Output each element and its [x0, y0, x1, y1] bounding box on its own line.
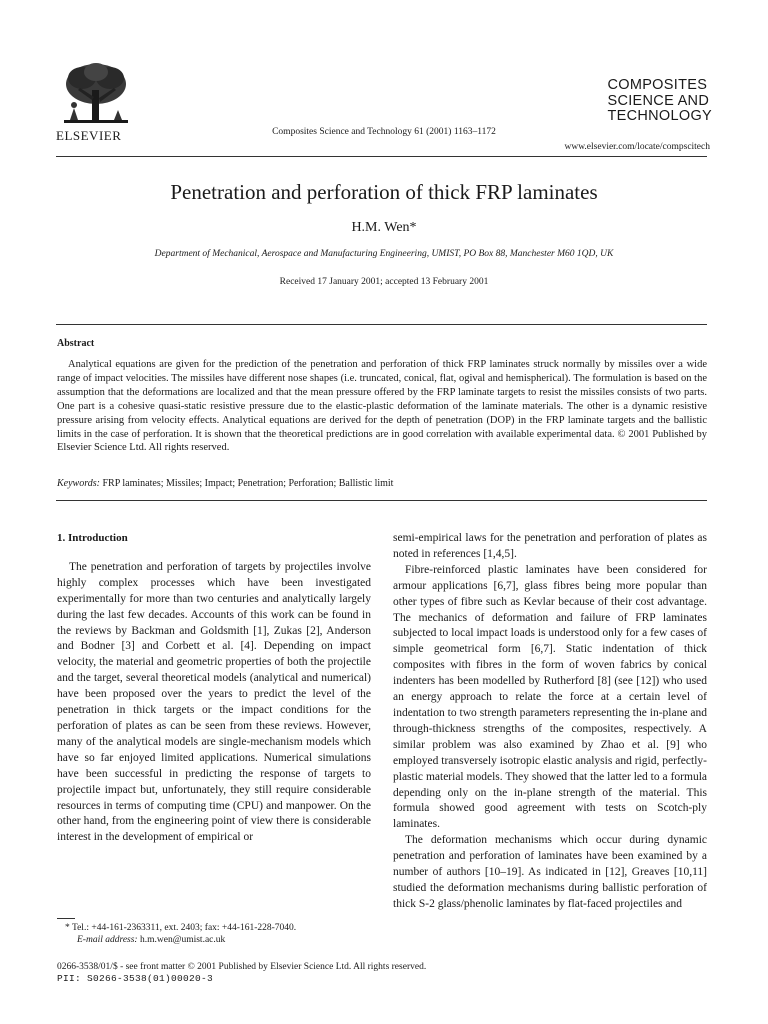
publisher-name: ELSEVIER	[56, 128, 122, 143]
article-title: Penetration and perforation of thick FRP laminates	[170, 180, 598, 204]
page-footer	[57, 961, 426, 985]
abstract-divider	[56, 324, 707, 325]
author-footnote	[65, 922, 296, 946]
abstract-body: Analytical equations are given for the prediction of the penetration and perforation of thick FRP laminates struck normally by missiles over a wide range of impact velocities. The missiles have different nose shapes (i.e. truncated, conical, flat, ogival and hemispherical). The formulation is based on the assumption that the deformations are localized and that the mean pressure offered by the FRP laminate targets to resist the missiles consists of two parts. One part is a cohesive quasi-static resistive pressure due to the elastic-plastic deformation of the laminate materials. The other is a dynamic resistive pressure arising from velocity effects. Analytical equations are derived for the depth of penetration (DOP) in the FRP laminate targets and the ballistic limits in the case of perforation. It is shown that the theoretical predictions are in good correlation with available experimental data. © 2001 Published by Elsevier Science Ltd. All rights reserved.	[57, 359, 707, 454]
header-divider	[56, 156, 707, 157]
paragraph: The penetration and perforation of targets by projectiles involve highly complex processes which have been investigated experimentally for more than two centuries and analytically largely during the last few decades. Accounts of this work can be found in the reviews by Backman and Goldsmith [1], Zukas [2], Anderson and Bodner [3] and Corbett et al. [4]. Depending on impact velocity, the material and geometric properties of both the projectile and the target, several theoretical models (analytical and numerical) have been proposed over the years to predict the level of the penetration in thick targets or the impact conditions for the perforation of plates as can be seen from these reviews. However, many of the analytical models are single-mechanism models which have so far enjoyed limited applications. Numerical simulations have been successful in predicting the response of targets to projectile impact but, unfortunately, they still require considerable resources in terms of computing time (CPU) and manpower. On the other hand, from the engineering point of view there is considerable interest in the development of empirical or	[57, 560, 371, 844]
journal-name-line: COMPOSITES	[607, 77, 708, 93]
journal-name-line: TECHNOLOGY	[607, 108, 712, 124]
section-heading: 1. Introduction	[57, 532, 128, 544]
footnote-email-line	[65, 934, 296, 946]
elsevier-tree-logo-icon	[56, 60, 136, 130]
body-divider	[56, 500, 707, 501]
journal-name-line: SCIENCE AND	[607, 92, 710, 109]
keywords-label: Keywords:	[57, 478, 100, 489]
keywords	[57, 478, 393, 489]
paragraph: The deformation mechanisms which occur during dynamic penetration and perforation of laminates have been examined by a number of authors [10–19]. As indicated in [12], Greaves [10,11] studied the deformation mechanisms during ballistic perforation of thick S-2 glass/phenolic laminates by flat-faced projectiles and	[393, 834, 707, 910]
article-author: H.M. Wen*	[351, 220, 417, 235]
received-dates: Received 17 January 2001; accepted 13 February 2001	[279, 277, 489, 287]
journal-citation: Composites Science and Technology 61 (2001) 1163–1172	[272, 127, 496, 137]
journal-url-link[interactable]: www.elsevier.com/locate/compscitech	[564, 142, 710, 152]
email-link[interactable]: h.m.wen@umist.ac.uk	[139, 935, 226, 945]
pii-line: PII: S0266-3538(01)00020-3	[57, 973, 214, 984]
keywords-list: FRP laminates; Missiles; Impact; Penetration; Perforation; Ballistic limit	[102, 478, 394, 489]
copyright-line: 0266-3538/01/$ - see front matter © 2001 Published by Elsevier Science Ltd. All rights reserved.	[57, 962, 427, 972]
email-label: E-mail address:	[77, 935, 138, 945]
footnote-divider	[57, 918, 75, 919]
footnote-contact: * Tel.: +44-161-2363311, ext. 2403; fax: +44-161-228-7040.	[65, 923, 297, 933]
author-affiliation: Department of Mechanical, Aerospace and Manufacturing Engineering, UMIST, PO Box 88, Manchester M60 1QD, UK	[154, 249, 614, 259]
journal-name	[607, 78, 712, 125]
right-column	[393, 531, 707, 913]
abstract-heading: Abstract	[57, 338, 95, 349]
left-column	[57, 531, 371, 846]
paragraph: Fibre-reinforced plastic laminates have been considered for armour applications [6,7], glass fibres being more popular than other types of fibre such as Kevlar because of their cost advantage. The mechanics of deformation and failure of FRP laminates subjected to local impact loads is understood only for a few cases of simple geometrical form [6,7]. Static indentation of thick composites with fibres in the form of woven fabrics by conical indenters has been modelled by Rutherford [8] (see [12]) who used an energy approach to relate the force at a certain level of indentation to two strength parameters representing the in-plane and through-thickness strengths of the composites, respectively. A similar problem was also examined by Zhao et al. [9] who employed transversely isotropic elastic analysis and rigid, perfectly-plastic material models. They showed that the latter led to a formula depending only on the in-plane strength of the material. This formula showed good agreement with tests on Scotch-ply laminates.	[393, 563, 707, 831]
paragraph: semi-empirical laws for the penetration and perforation of plates as noted in references [1,4,5].	[393, 532, 707, 560]
